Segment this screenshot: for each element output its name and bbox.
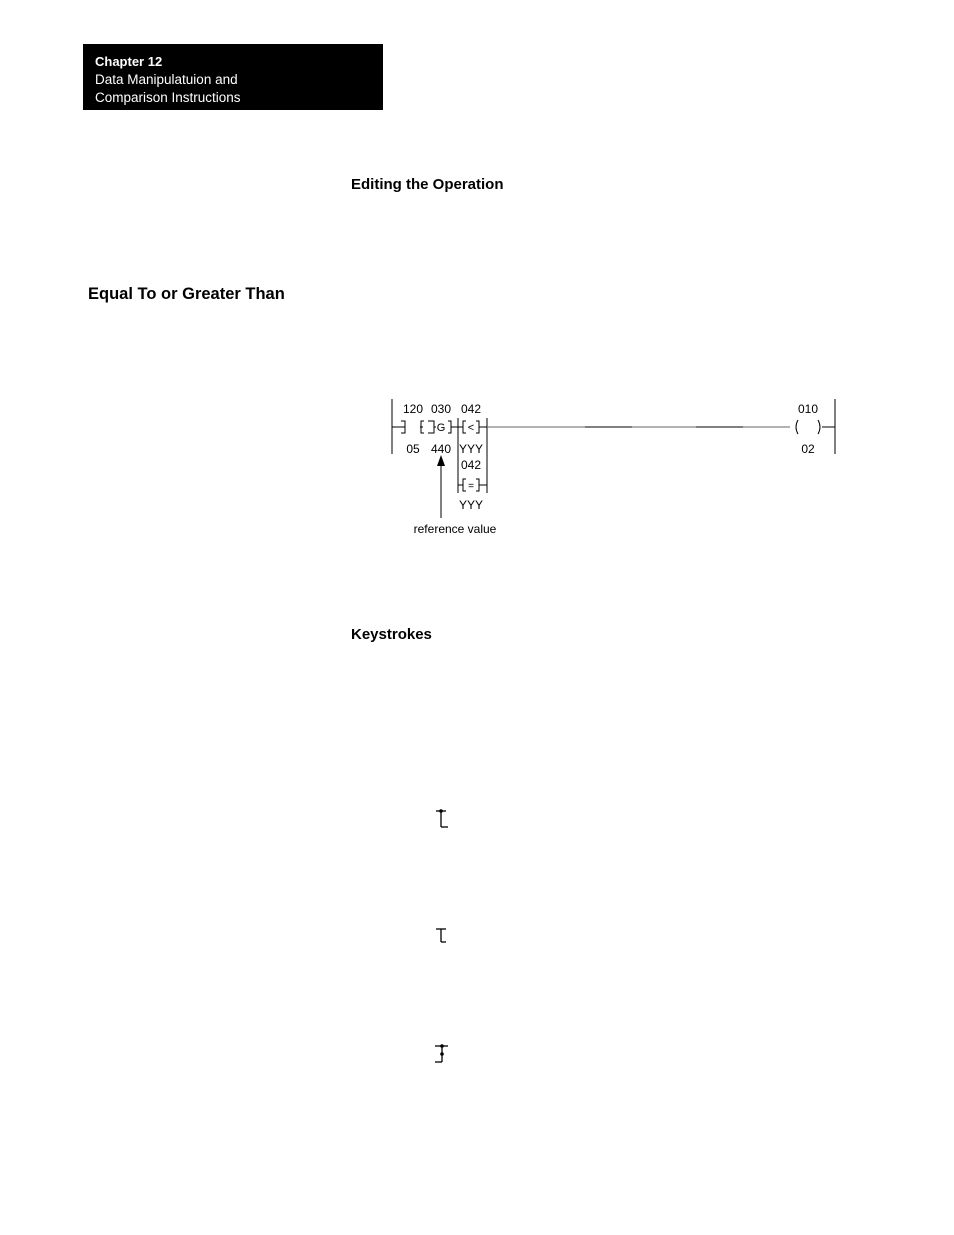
contact3-address: 042	[460, 402, 482, 416]
branch-icon	[432, 1042, 452, 1066]
contact1-address: 120	[402, 402, 424, 416]
contact3-value: YYY	[458, 442, 484, 456]
contact-120-05	[392, 421, 405, 433]
chapter-number: Chapter 12	[95, 54, 163, 69]
arrow-head	[437, 455, 445, 466]
contact3-symbol: <	[467, 422, 475, 434]
section-title: Equal To or Greater Than	[88, 285, 285, 303]
contact2-symbol: G	[436, 422, 446, 434]
contact4-address: 042	[460, 458, 482, 472]
chapter-title-line1: Data Manipulatuion and	[95, 72, 238, 87]
reference-value-label: reference value	[413, 522, 497, 536]
insert-rung-icon	[432, 807, 452, 831]
editing-heading: Editing the Operation	[351, 176, 504, 193]
contact4-value: YYY	[458, 498, 484, 512]
output-address: 010	[797, 402, 819, 416]
chapter-title-line2: Comparison Instructions	[95, 90, 241, 105]
insert-rung-icon	[432, 925, 452, 949]
contact2-value: 440	[430, 442, 452, 456]
output-bit: 02	[801, 442, 815, 456]
contact1-bit: 05	[406, 442, 420, 456]
output-coil-010-02	[796, 420, 835, 434]
contact4-symbol: =	[468, 481, 474, 492]
contact2-address: 030	[430, 402, 452, 416]
keystrokes-heading: Keystrokes	[351, 626, 432, 643]
